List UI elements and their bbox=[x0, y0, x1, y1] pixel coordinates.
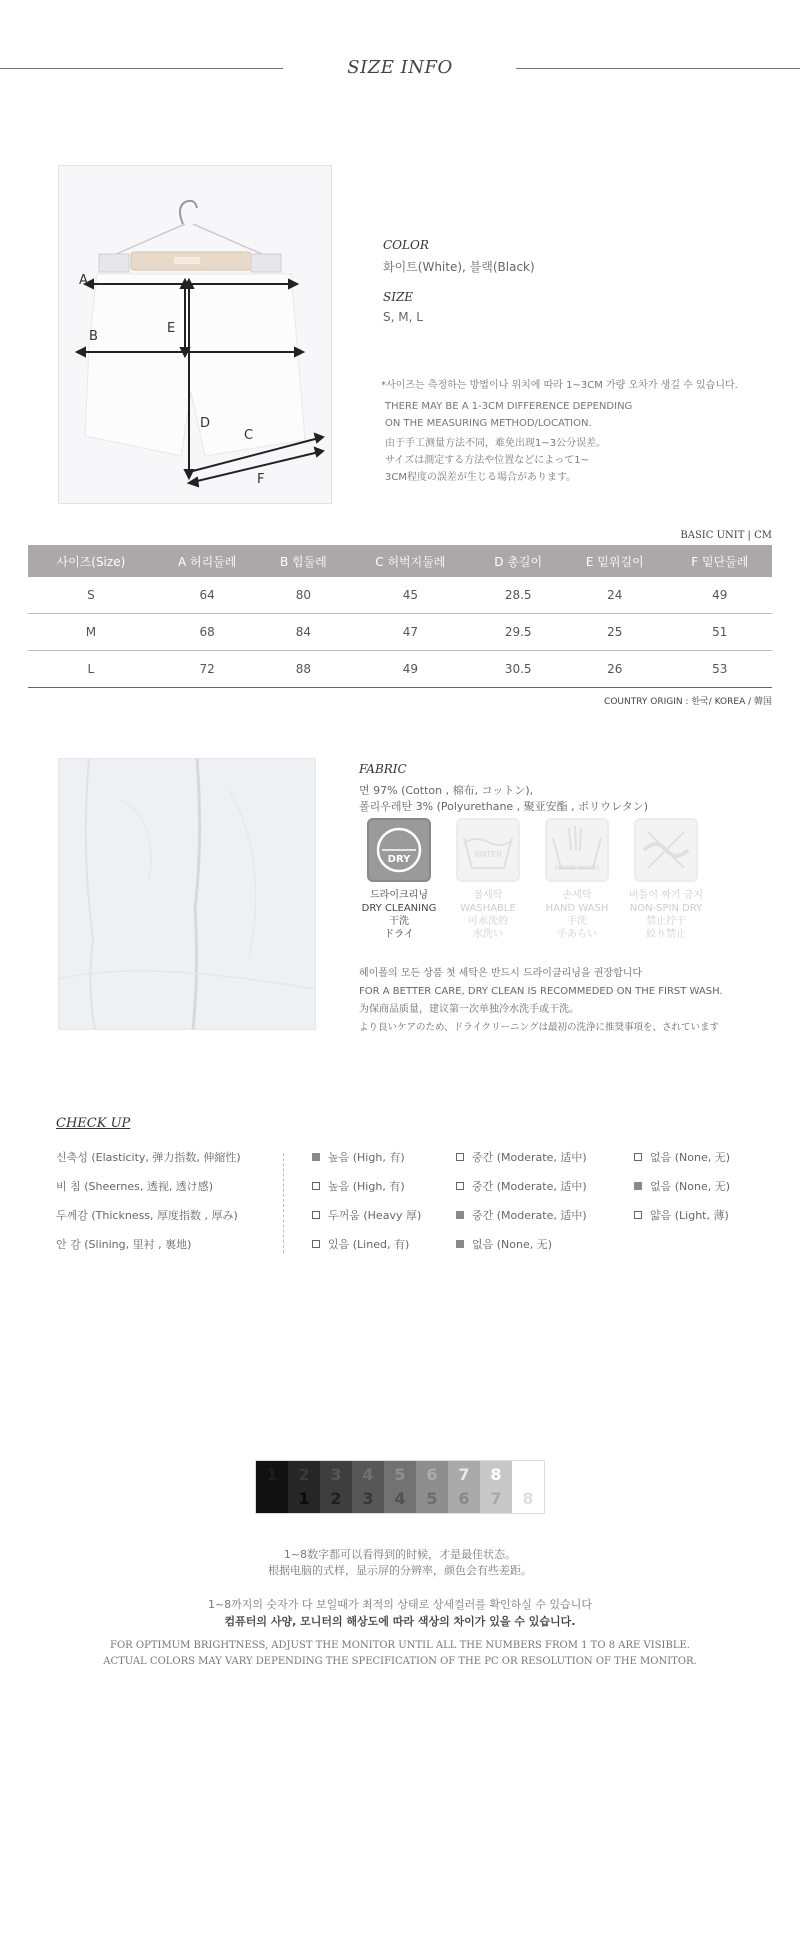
grayscale-top-number: 7 bbox=[458, 1465, 470, 1484]
non-spin-dry-icon bbox=[634, 818, 698, 882]
hand-wash-icon-text: HAND WASH bbox=[555, 864, 599, 872]
size-value: S, M, L bbox=[383, 310, 423, 324]
option-label: 없음 (None, 无) bbox=[650, 1151, 731, 1164]
grayscale-top-number: 4 bbox=[362, 1465, 374, 1484]
caption-cn: 可水洗的 bbox=[468, 916, 508, 927]
diagram-label-c: C bbox=[244, 428, 254, 443]
non-spin-dry-caption bbox=[618, 889, 714, 941]
caption-en: NON-SPIN DRY bbox=[629, 903, 703, 914]
checkup-divider bbox=[283, 1153, 284, 1253]
table-cell: 49 bbox=[668, 577, 772, 614]
checkup-option bbox=[456, 1235, 552, 1255]
checkbox-icon bbox=[456, 1153, 464, 1161]
table-cell: 80 bbox=[261, 577, 347, 614]
table-cell: 25 bbox=[562, 614, 668, 651]
grayscale-cell bbox=[256, 1461, 288, 1513]
fabric-label: FABRIC bbox=[359, 762, 407, 776]
table-row bbox=[28, 614, 772, 651]
dry-clean-caption bbox=[351, 889, 447, 941]
shorts-outline bbox=[85, 274, 305, 456]
checkbox-icon bbox=[312, 1240, 320, 1248]
hanger-logo bbox=[174, 257, 200, 264]
table-cell: 64 bbox=[154, 577, 261, 614]
diagram-label-e: E bbox=[167, 321, 176, 336]
grayscale-top-number: 8 bbox=[490, 1465, 502, 1484]
checkbox-icon bbox=[312, 1182, 320, 1190]
header-size: 사이즈(Size) bbox=[28, 545, 154, 577]
grayscale-bottom-number: 2 bbox=[330, 1489, 342, 1508]
checkbox-icon bbox=[634, 1153, 642, 1161]
table-cell: 45 bbox=[346, 577, 474, 614]
checkup-label-sheerness: 비 침 (Sheernes, 透视, 透け感) bbox=[56, 1180, 214, 1193]
care-note-jp: より良いケアのため、ドライクリーニングは最初の洗浄に推奨事項を、されています bbox=[359, 1022, 719, 1033]
caption-jp: 水洗い bbox=[473, 929, 503, 940]
grayscale-top-number: 6 bbox=[426, 1465, 438, 1484]
checkbox-icon bbox=[312, 1211, 320, 1219]
checkup-option bbox=[634, 1148, 730, 1168]
option-label: 중간 (Moderate, 适中) bbox=[472, 1209, 587, 1222]
shorts-diagram bbox=[59, 166, 331, 503]
grayscale-top-number: 3 bbox=[330, 1465, 342, 1484]
option-label: 없음 (None, 无) bbox=[472, 1238, 553, 1251]
grayscale-cell bbox=[384, 1461, 416, 1513]
care-note-ko: 헤이폴의 모든 상품 첫 세탁은 반드시 드라이클리닝을 권장합니다 bbox=[359, 968, 643, 979]
header-rise: E 밑위길이 bbox=[562, 545, 668, 577]
table-cell: 88 bbox=[261, 651, 347, 688]
grayscale-top-number: 1 bbox=[266, 1465, 278, 1484]
caption-ko: 비틀어 짜기 금지 bbox=[629, 890, 703, 901]
grayscale-top-number: 5 bbox=[394, 1465, 406, 1484]
caption-en: DRY CLEANING bbox=[361, 903, 437, 914]
caption-jp: 絞り禁止 bbox=[646, 929, 686, 940]
product-measurement-image bbox=[58, 165, 332, 504]
measure-note-jp-2: 3CM程度の誤差が生じる場合があります。 bbox=[385, 472, 577, 483]
grayscale-bottom-number: 4 bbox=[394, 1489, 406, 1508]
grayscale-cell bbox=[352, 1461, 384, 1513]
table-cell: 24 bbox=[562, 577, 668, 614]
caption-en: WASHABLE bbox=[460, 903, 516, 914]
checkbox-icon bbox=[634, 1211, 642, 1219]
table-cell: 68 bbox=[154, 614, 261, 651]
header-hem: F 밑단둘레 bbox=[668, 545, 772, 577]
table-cell: 49 bbox=[346, 651, 474, 688]
grayscale-bottom-number: 6 bbox=[458, 1489, 470, 1508]
caption-ko: 물세탁 bbox=[473, 890, 503, 901]
table-cell: S bbox=[28, 577, 154, 614]
table-cell: 26 bbox=[562, 651, 668, 688]
grayscale-cell bbox=[480, 1461, 512, 1513]
fabric-detail-image bbox=[58, 758, 316, 1030]
measure-note-ko: *사이즈는 측정하는 방법이나 위치에 따라 1~3CM 가량 오차가 생길 수 있습니다. bbox=[381, 380, 738, 391]
table-cell: 72 bbox=[154, 651, 261, 688]
monitor-note-ko-1: 1~8까지의 숫자가 다 보일때가 최적의 상태로 상세컬러를 확인하실 수 있습니다 bbox=[207, 1598, 593, 1611]
washable-icon bbox=[456, 818, 520, 882]
diagram-label-b: B bbox=[89, 329, 98, 344]
measure-note-jp-1: サイズは測定する方法や位置などによって1~ bbox=[385, 455, 589, 466]
checkup-option bbox=[312, 1177, 405, 1197]
size-table-header bbox=[28, 545, 772, 577]
option-label: 높음 (High, 有) bbox=[328, 1151, 405, 1164]
checkup-title: CHECK UP bbox=[56, 1116, 131, 1131]
grayscale-calibration-bar bbox=[255, 1460, 545, 1514]
table-row bbox=[28, 577, 772, 614]
grayscale-cell bbox=[448, 1461, 480, 1513]
checkup-option bbox=[634, 1177, 730, 1197]
table-cell: 53 bbox=[668, 651, 772, 688]
diagram-label-d: D bbox=[200, 416, 211, 431]
checkup-option bbox=[312, 1148, 405, 1168]
option-label: 있음 (Lined, 有) bbox=[328, 1238, 410, 1251]
checkbox-checked-icon bbox=[456, 1240, 464, 1248]
header-hip: B 힙둘레 bbox=[261, 545, 347, 577]
option-label: 높음 (High, 有) bbox=[328, 1180, 405, 1193]
caption-jp: ドライ bbox=[384, 929, 414, 940]
table-cell: 47 bbox=[346, 614, 474, 651]
measure-note-en-2: ON THE MEASURING METHOD/LOCATION. bbox=[385, 418, 592, 429]
checkbox-checked-icon bbox=[456, 1211, 464, 1219]
size-table bbox=[28, 545, 772, 688]
monitor-note-en-2: ACTUAL COLORS MAY VARY DEPENDING THE SPECIFICATION OF THE PC OR RESOLUTION OF THE MONITOR. bbox=[103, 1656, 697, 1667]
checkup-option bbox=[634, 1206, 729, 1226]
grayscale-top-number: 2 bbox=[298, 1465, 310, 1484]
grayscale-cell bbox=[416, 1461, 448, 1513]
country-origin: COUNTRY ORIGIN : 한국/ KOREA / 韓国 bbox=[604, 697, 772, 707]
table-cell: 30.5 bbox=[474, 651, 561, 688]
hanger-clip-right bbox=[251, 254, 281, 272]
hand-wash-caption bbox=[529, 889, 625, 941]
washable-caption bbox=[440, 889, 536, 941]
caption-ko: 드라이크리닝 bbox=[370, 890, 428, 901]
size-label: SIZE bbox=[383, 290, 414, 304]
dry-icon-text: DRY bbox=[387, 854, 411, 865]
fabric-texture bbox=[59, 759, 315, 1029]
care-note-cn: 为保商品质量，建议第一次单独冷水洗手或干洗。 bbox=[359, 1004, 579, 1015]
basic-unit: BASIC UNIT | CM bbox=[680, 530, 772, 541]
measure-note-cn: 由于手工测量方法不同，难免出现1~3公分误差。 bbox=[385, 438, 607, 449]
washable-icon-text: WATER bbox=[474, 850, 502, 859]
checkup-option bbox=[312, 1235, 409, 1255]
grayscale-bottom-number: 3 bbox=[362, 1489, 374, 1508]
table-row bbox=[28, 651, 772, 688]
option-label: 중간 (Moderate, 适中) bbox=[472, 1151, 587, 1164]
hand-wash-icon bbox=[545, 818, 609, 882]
caption-ko: 손세탁 bbox=[562, 890, 592, 901]
grayscale-cell bbox=[512, 1461, 544, 1513]
fabric-line-2: 폴리우레탄 3% (Polyurethane , 聚亚安酯 , ポリウレタン) bbox=[359, 800, 649, 813]
table-cell: L bbox=[28, 651, 154, 688]
fabric-line-1: 면 97% (Cotton , 棉布, コットン), bbox=[359, 784, 534, 797]
color-value: 화이트(White), 블랙(Black) bbox=[383, 260, 535, 274]
header-length: D 총길이 bbox=[474, 545, 561, 577]
checkup-label-lining: 안 감 (Slining, 里衬 , 裏地) bbox=[56, 1238, 192, 1251]
page-title: SIZE INFO bbox=[347, 57, 453, 78]
grayscale-bottom-number: 7 bbox=[490, 1489, 502, 1508]
monitor-note-ko-2: 컴퓨터의 사양, 모니터의 해상도에 따라 색상의 차이가 있을 수 있습니다. bbox=[224, 1615, 576, 1628]
dry-clean-icon bbox=[367, 818, 431, 882]
monitor-note-cn-2: 根据电脑的式样，显示屏的分辨率，颜色会有些差距。 bbox=[268, 1564, 532, 1577]
checkup-option bbox=[456, 1177, 587, 1197]
diagram-label-f: F bbox=[257, 472, 265, 487]
header-thigh: C 허벅지둘레 bbox=[346, 545, 474, 577]
checkup-label-thickness: 두께감 (Thickness, 厚度指数 , 厚み) bbox=[56, 1209, 238, 1222]
hanger-clip-left bbox=[99, 254, 129, 272]
option-label: 중간 (Moderate, 适中) bbox=[472, 1180, 587, 1193]
option-label: 없음 (None, 无) bbox=[650, 1180, 731, 1193]
checkup-label-elasticity: 신축성 (Elasticity, 弹力指数, 伸縮性) bbox=[56, 1151, 241, 1164]
caption-cn: 干洗 bbox=[389, 916, 409, 927]
grayscale-bottom-number: 8 bbox=[522, 1489, 534, 1508]
checkbox-checked-icon bbox=[634, 1182, 642, 1190]
table-cell: 84 bbox=[261, 614, 347, 651]
table-cell: 29.5 bbox=[474, 614, 561, 651]
grayscale-bottom-number: 1 bbox=[298, 1489, 310, 1508]
grayscale-bottom-number: 5 bbox=[426, 1489, 438, 1508]
option-label: 얇음 (Light, 薄) bbox=[650, 1209, 729, 1222]
diagram-label-a: A bbox=[79, 273, 88, 288]
header-waist: A 허리둘레 bbox=[154, 545, 261, 577]
checkup-option bbox=[456, 1206, 587, 1226]
caption-jp: 手あらい bbox=[557, 929, 597, 940]
checkbox-icon bbox=[456, 1182, 464, 1190]
caption-en: HAND WASH bbox=[545, 903, 609, 914]
monitor-note-en-1: FOR OPTIMUM BRIGHTNESS, ADJUST THE MONITOR UNTIL ALL THE NUMBERS FROM 1 TO 8 ARE VISIBLE. bbox=[110, 1640, 690, 1651]
monitor-note-cn-1: 1~8数字都可以看得到的时候，才是最佳状态。 bbox=[283, 1548, 517, 1561]
measure-note-en-1: THERE MAY BE A 1-3CM DIFFERENCE DEPENDING bbox=[385, 401, 633, 412]
grayscale-cell bbox=[288, 1461, 320, 1513]
caption-cn: 禁止拧干 bbox=[646, 916, 686, 927]
care-note-en: FOR A BETTER CARE, DRY CLEAN IS RECOMMEDED ON THE FIRST WASH. bbox=[359, 986, 723, 997]
table-cell: 28.5 bbox=[474, 577, 561, 614]
caption-cn: 手洗 bbox=[567, 916, 587, 927]
hanger-hook bbox=[180, 201, 197, 224]
checkup-option bbox=[456, 1148, 587, 1168]
color-label: COLOR bbox=[383, 238, 429, 252]
table-cell: 51 bbox=[668, 614, 772, 651]
checkbox-checked-icon bbox=[312, 1153, 320, 1161]
table-cell: M bbox=[28, 614, 154, 651]
option-label: 두꺼움 (Heavy 厚) bbox=[328, 1209, 422, 1222]
checkup-option bbox=[312, 1206, 421, 1226]
grayscale-cell bbox=[320, 1461, 352, 1513]
